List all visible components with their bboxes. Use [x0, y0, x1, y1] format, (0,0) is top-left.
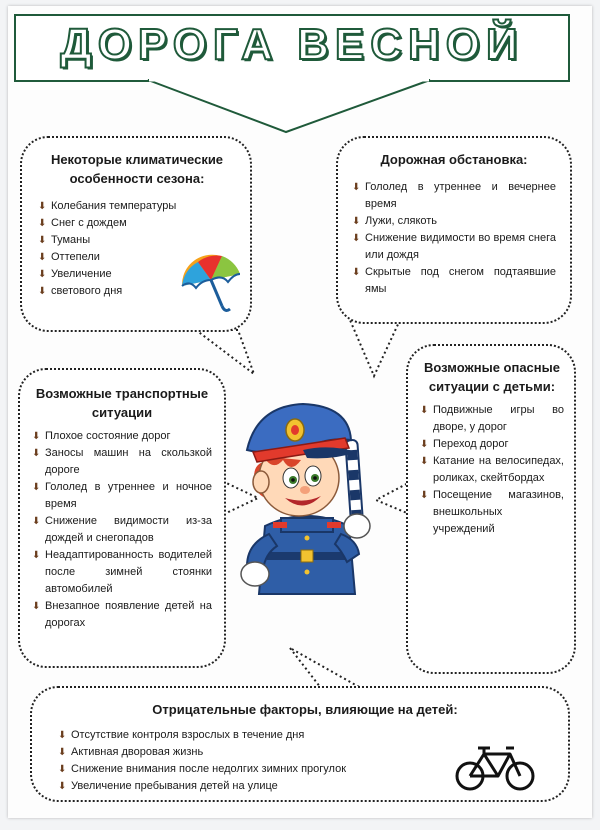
list-item: ⬇ Скрытые под снегом подтаявшие ямы [352, 264, 556, 298]
list-item: ⬇ Снижение видимости из-за дождей и снегопадов [32, 513, 212, 547]
umbrella-icon [178, 250, 244, 316]
list-item: ⬇ Колебания температуры [38, 198, 236, 215]
list-item: ⬇ Переход дорог [420, 436, 564, 453]
list-item: ⬇ Отсутствие контроля взрослых в течение дня [58, 727, 552, 744]
title-banner-pointer [8, 6, 592, 146]
list-item: ⬇ Неадаптированность водителей после зимней стоянки автомобилей [32, 547, 212, 598]
traffic-officer-illustration [233, 394, 383, 606]
list-item: ⬇ Лужи, слякоть [352, 213, 556, 230]
list-item: ⬇ Посещение магазинов, внешкольных учреждений [420, 487, 564, 538]
list-item: ⬇ Снижение видимости во время снега или дождя [352, 230, 556, 264]
list-item: ⬇ Заносы машин на скользкой дороге [32, 445, 212, 479]
transport-situations-list [32, 428, 212, 632]
road-situation-heading: Дорожная обстановка: [380, 152, 528, 167]
list-item: ⬇ Внезапное появление детей на дорогах [32, 598, 212, 632]
child-dangers-bubble [406, 344, 576, 674]
list-item: ⬇ Плохое состояние дорог [32, 428, 212, 445]
negative-factors-heading: Отрицательные факторы, влияющие на детей: [152, 702, 458, 717]
poster [8, 6, 592, 818]
bicycle-icon [454, 744, 538, 792]
list-item: ⬇ Туманы [38, 232, 236, 249]
list-item: ⬇ Оттепели [38, 249, 236, 266]
list-item: ⬇ Катание на велосипедах, роликах, скейтбордах [420, 453, 564, 487]
list-item: ⬇ Снижение внимания после недолгих зимних прогулок [58, 761, 552, 778]
page-title: ДОРОГА ВЕСНОЙ [60, 20, 524, 69]
list-item: ⬇ светового дня [38, 283, 236, 300]
season-features-heading: Некоторые климатические особенности сезона: [50, 152, 224, 186]
list-item: ⬇ Гололед в утреннее и ночное время [32, 479, 212, 513]
child-dangers-heading: Возможные опасные ситуации с детьми: [424, 360, 560, 394]
list-item: ⬇ Снег с дождем [38, 215, 236, 232]
list-item: ⬇ Подвижные игры во дворе, у дорог [420, 402, 564, 436]
child-dangers-list [420, 402, 564, 538]
road-situation-bubble [336, 136, 572, 324]
list-item: ⬇ Увеличение [38, 266, 236, 283]
transport-situations-bubble [18, 368, 226, 668]
list-item: ⬇ Гололед в утреннее и вечернее время [352, 179, 556, 213]
road-situation-list [352, 179, 556, 298]
list-item: ⬇ Увеличение пребывания детей на улице [58, 778, 552, 795]
transport-situations-heading: Возможные транспортные ситуации [35, 386, 209, 420]
list-item: ⬇ Активная дворовая жизнь [58, 744, 552, 761]
